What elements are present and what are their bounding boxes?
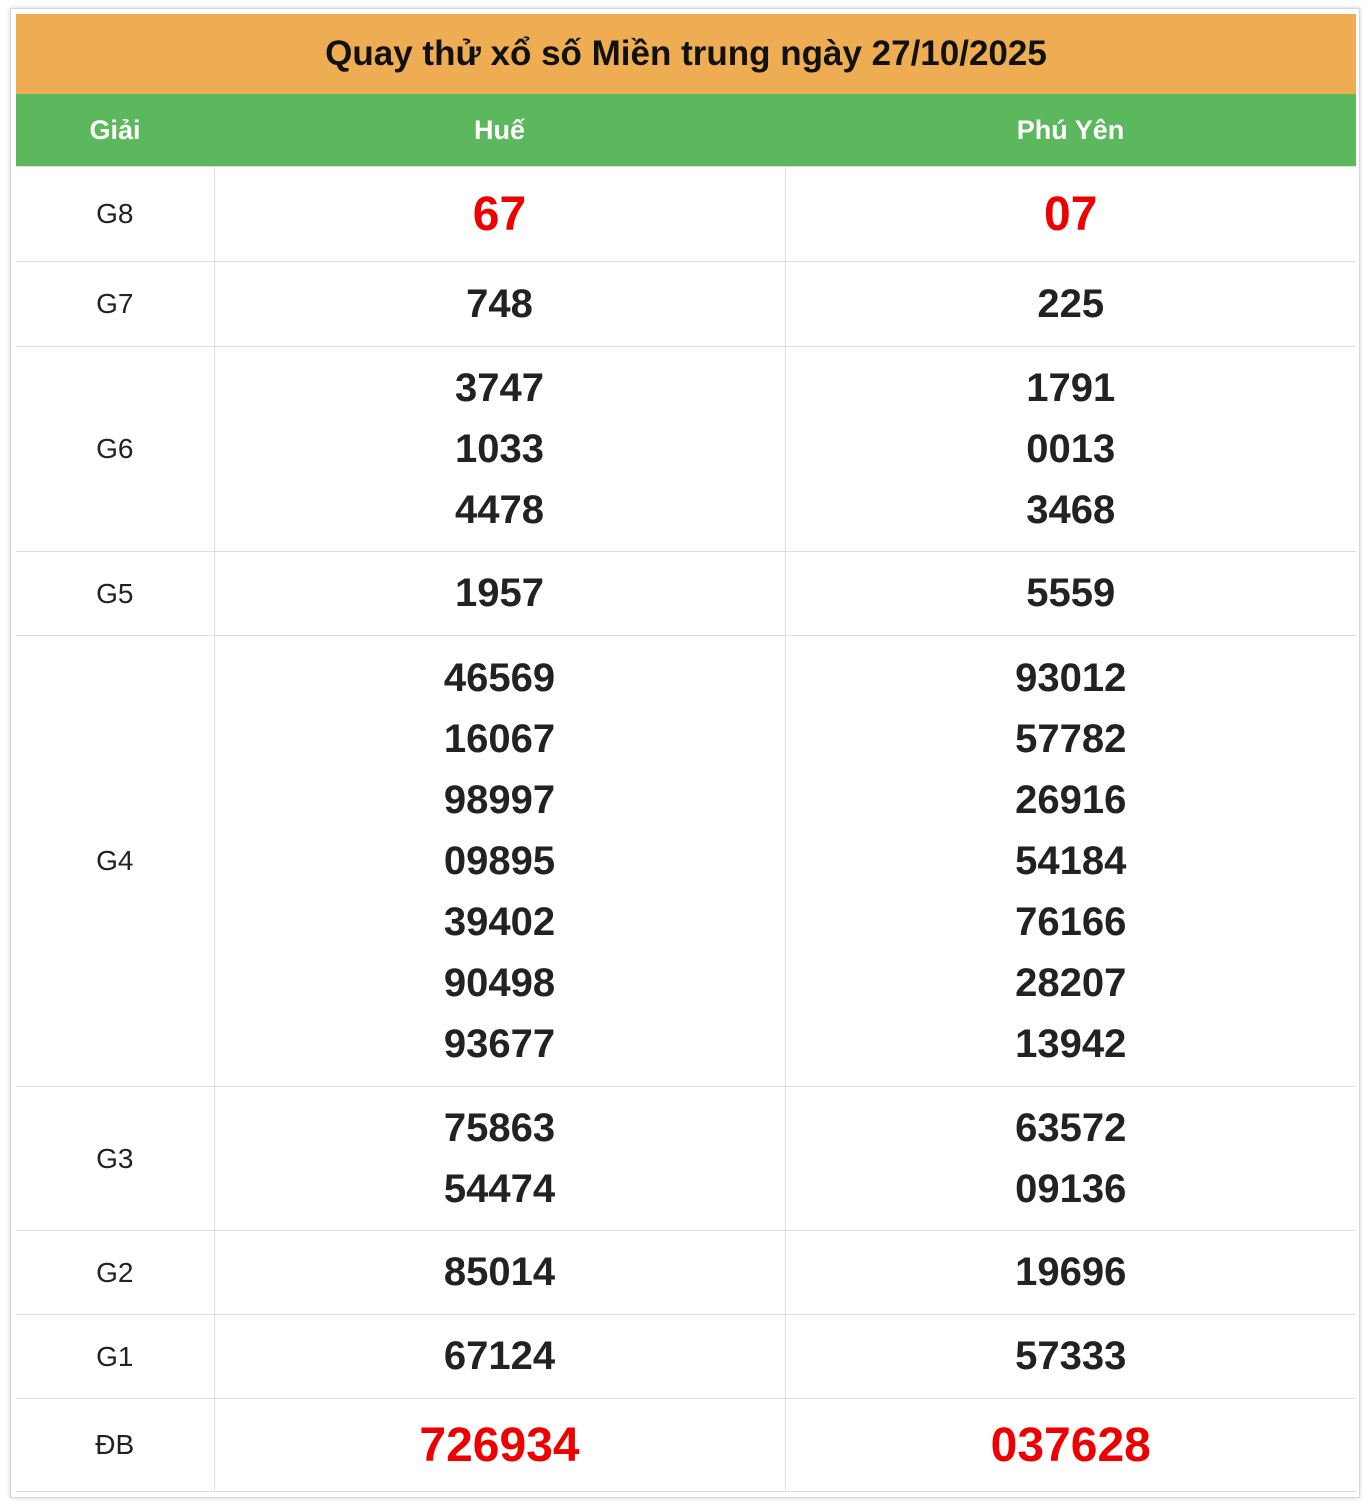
phu-yen-cell [785, 1399, 1356, 1492]
prize-label: G1 [16, 1315, 214, 1399]
result-number: 75863 [443, 1105, 556, 1150]
result-number: 748 [466, 281, 533, 326]
result-number: 90498 [443, 960, 556, 1005]
result-number: 57333 [1015, 1334, 1127, 1378]
phu-yen-cell [785, 552, 1356, 636]
prize-label: G2 [16, 1231, 214, 1315]
result-number: 13942 [1015, 1021, 1127, 1066]
page-title [16, 14, 1356, 94]
hue-cell [214, 262, 785, 347]
prize-row-g3 [16, 1087, 1356, 1231]
result-number: 0013 [1026, 426, 1116, 471]
prize-row-g2 [16, 1231, 1356, 1315]
result-number: 225 [1037, 281, 1105, 326]
phu-yen-cell [785, 1315, 1356, 1399]
result-number: 3747 [455, 365, 544, 410]
result-number: 67 [472, 187, 527, 241]
hue-cell [214, 1231, 785, 1315]
result-number: 57782 [1015, 716, 1127, 761]
prize-row-g5 [16, 552, 1356, 636]
special-prize-number: 037628 [990, 1418, 1151, 1472]
lottery-results-table [16, 94, 1356, 1492]
result-number: 26916 [1015, 777, 1127, 822]
result-number: 46569 [443, 655, 556, 700]
prize-label: G5 [16, 552, 214, 636]
prize-row-g1 [16, 1315, 1356, 1399]
result-number: 39402 [443, 899, 556, 944]
result-number: 1033 [455, 426, 544, 471]
hue-cell [214, 1087, 785, 1231]
hue-cell [214, 1315, 785, 1399]
result-number: 76166 [1015, 899, 1127, 944]
result-number: 93677 [443, 1021, 556, 1066]
phu-yen-cell [785, 347, 1356, 552]
result-number: 98997 [443, 777, 556, 822]
hue-cell [214, 552, 785, 636]
special-prize-number: 726934 [419, 1418, 580, 1472]
prize-label: G4 [16, 636, 214, 1087]
prize-label: G6 [16, 347, 214, 552]
page-title-text: Quay thử xổ số Miền trung ngày 27/10/2025 [325, 34, 1047, 73]
phu-yen-cell [785, 262, 1356, 347]
table-header-row [16, 94, 1356, 167]
header-prize: Giải [16, 94, 214, 167]
prize-row-g4 [16, 636, 1356, 1087]
result-number: 09895 [443, 838, 556, 883]
result-number: 09136 [1015, 1166, 1127, 1211]
result-number: 63572 [1015, 1105, 1127, 1150]
result-number: 93012 [1015, 655, 1127, 700]
prize-label: G8 [16, 167, 214, 262]
prize-row-g8 [16, 167, 1356, 262]
phu-yen-cell [785, 636, 1356, 1087]
hue-cell [214, 636, 785, 1087]
result-number: 67124 [443, 1334, 556, 1378]
result-number: 16067 [443, 716, 556, 761]
result-number: 5559 [1026, 571, 1116, 615]
result-number: 3468 [1026, 487, 1116, 532]
result-number: 19696 [1015, 1250, 1127, 1294]
hue-cell [214, 1399, 785, 1492]
result-number: 1791 [1026, 365, 1116, 410]
phu-yen-cell [785, 1087, 1356, 1231]
prize-label: G3 [16, 1087, 214, 1231]
prize-label: G7 [16, 262, 214, 347]
header-province-phu-yen: Phú Yên [785, 94, 1356, 167]
result-number: 4478 [455, 487, 544, 532]
result-number: 28207 [1015, 960, 1127, 1005]
prize-label: ĐB [16, 1399, 214, 1492]
hue-cell [214, 167, 785, 262]
hue-cell [214, 347, 785, 552]
prize-row-g7 [16, 262, 1356, 347]
header-province-hue: Huế [214, 94, 785, 167]
prize-row-g6 [16, 347, 1356, 552]
prize-row-special [16, 1399, 1356, 1492]
result-number: 54184 [1015, 838, 1127, 883]
result-number: 85014 [443, 1250, 556, 1294]
phu-yen-cell [785, 1231, 1356, 1315]
result-number: 07 [1044, 187, 1098, 241]
result-number: 54474 [443, 1166, 556, 1211]
phu-yen-cell [785, 167, 1356, 262]
result-number: 1957 [455, 571, 544, 615]
